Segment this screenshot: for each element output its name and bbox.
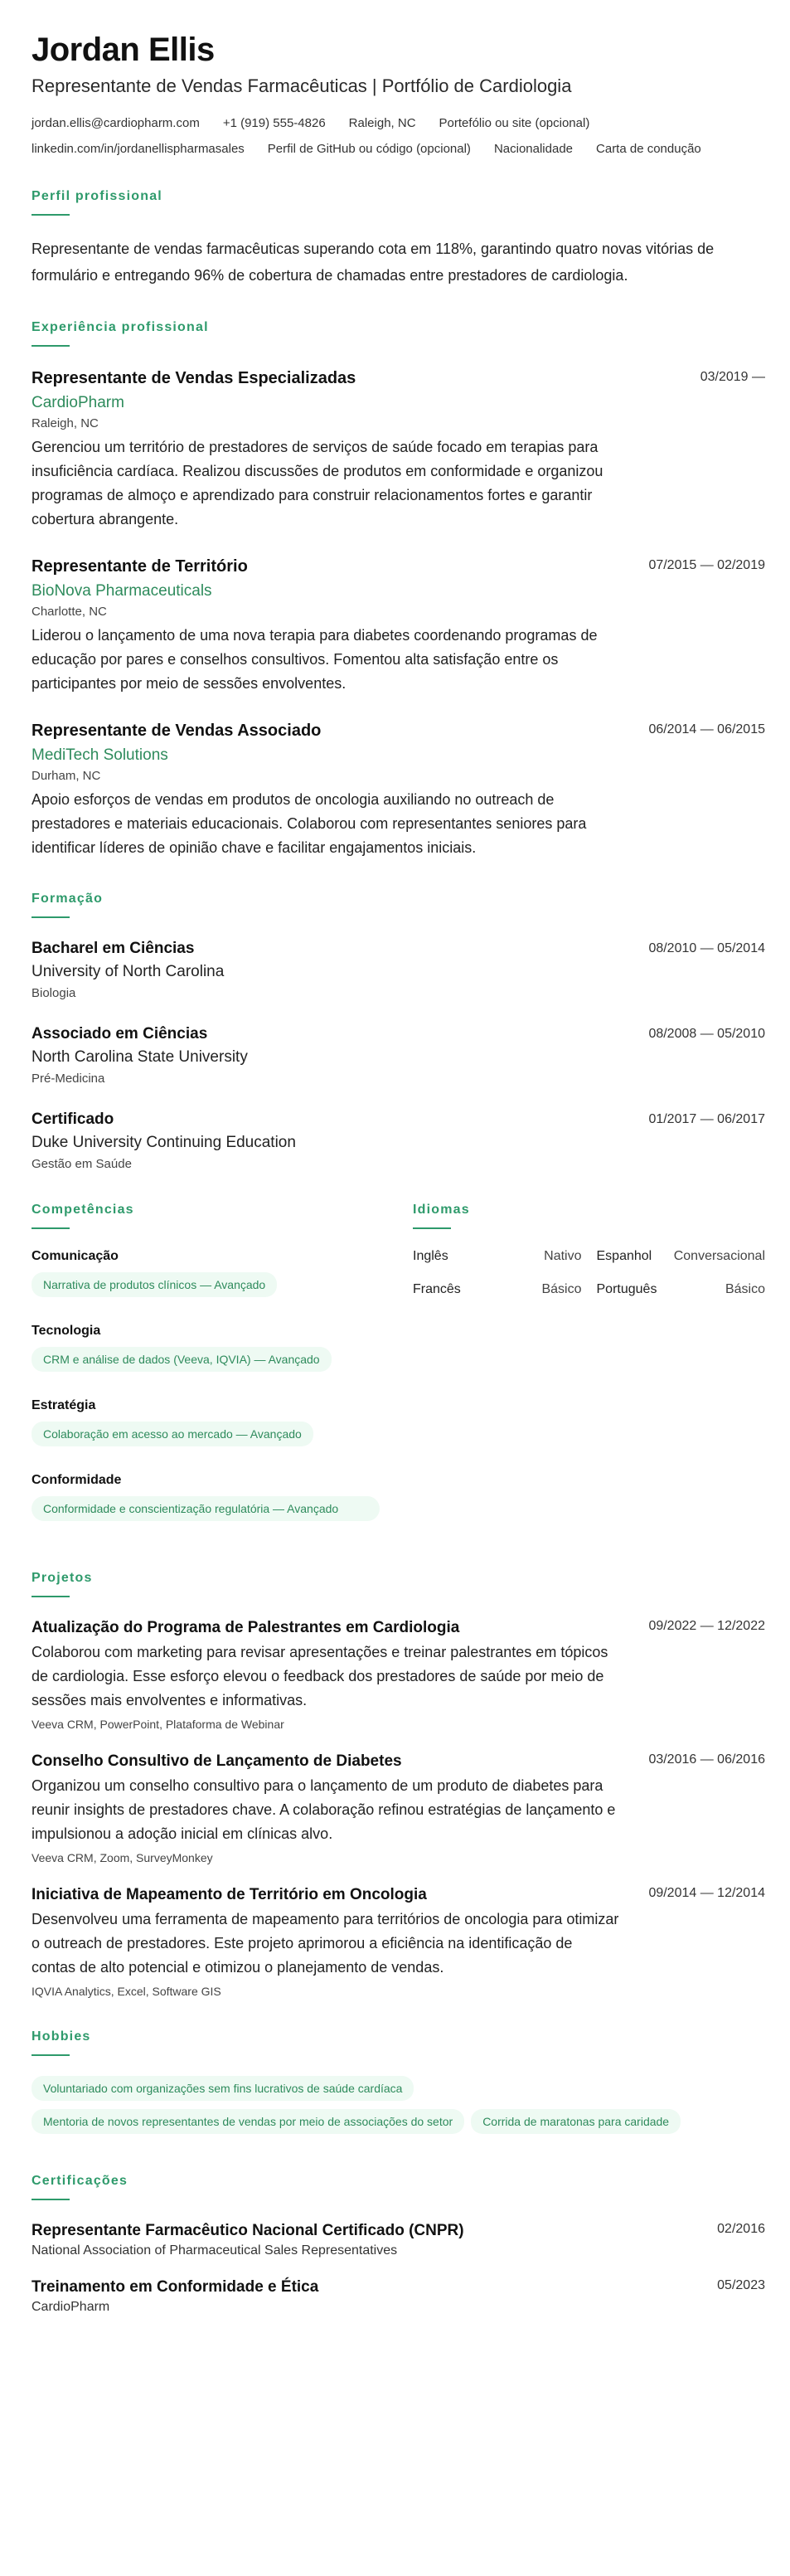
contact-portfolio[interactable]: Portefólio ou site (opcional)	[439, 116, 590, 130]
contact-location: Raleigh, NC	[348, 116, 416, 130]
institution-name: University of North Carolina	[32, 963, 225, 980]
project-description: Desenvolveu uma ferramenta de mapeamento para territórios de oncologia para otimizar o outreach de prestadores. Este projeto aprimorou a eficiência na identificação de contas de alto potencial e otimizou o planejamento de vendas.	[32, 1911, 619, 1976]
education-date: 08/2008 — 05/2010	[648, 1027, 765, 1041]
certification-date: 05/2023	[717, 2278, 765, 2292]
job-description: Gerenciou um território de prestadores de serviços de saúde focado em terapias para insuficiência cardíaca. Realizou discussões de produtos em conformidade e organizou programas de almoço e aprendizado para construir relacionamentos fortes e garantir cobertura abrangente.	[32, 439, 603, 527]
skill-pill: CRM e análise de dados (Veeva, IQVIA) — Avançado	[32, 1347, 332, 1372]
project-description: Organizou um conselho consultivo para o lançamento de um produto de diabetes para reunir insights de prestadores chave. A colaboração refinou estratégias de lançamento e impulsionou a adoção inicial em clínicas alvo.	[32, 1777, 616, 1842]
job-location: Raleigh, NC	[32, 416, 99, 430]
language-name: Português	[596, 1282, 657, 1296]
certification-name: Treinamento em Conformidade e Ética	[32, 2278, 319, 2296]
skill-pill: Narrativa de produtos clínicos — Avançado	[32, 1272, 277, 1297]
language-level: Básico	[541, 1282, 582, 1296]
certification-name: Representante Farmacêutico Nacional Certificado (CNPR)	[32, 2222, 464, 2239]
job-description: Apoio esforços de vendas em produtos de oncologia auxiliando no outreach de prestadores e materiais educacionais. Colaborou com representantes seniores para identificar líderes de opinião chave e facilitar engajamentos iniciais.	[32, 791, 587, 856]
language-item	[413, 1282, 582, 1297]
section-divider	[32, 345, 70, 347]
hobby-pill: Voluntariado com organizações sem fins lucrativos de saúde cardíaca	[32, 2076, 414, 2101]
project-tools: Veeva CRM, Zoom, SurveyMonkey	[32, 1851, 213, 1864]
hobby-pill: Mentoria de novos representantes de vendas por meio de associações do setor	[32, 2109, 464, 2134]
project-date: 03/2016 — 06/2016	[648, 1752, 765, 1767]
project-date: 09/2022 — 12/2022	[648, 1619, 765, 1633]
skills-section	[32, 1203, 380, 1539]
field-of-study: Gestão em Saúde	[32, 1157, 132, 1171]
institution-name: Duke University Continuing Education	[32, 1134, 296, 1151]
experience-section	[32, 320, 765, 860]
skill-group-name: Comunicação	[32, 1249, 119, 1263]
job-title: Representante de Vendas Especializadas	[32, 369, 356, 387]
institution-name: North Carolina State University	[32, 1048, 248, 1066]
contact-nationality: Nacionalidade	[493, 142, 574, 156]
skill-group	[32, 1324, 380, 1380]
skill-group	[32, 1249, 380, 1305]
candidate-name: Jordan Ellis	[32, 32, 215, 68]
project-name: Atualização do Programa de Palestrantes em Cardiologia	[32, 1619, 460, 1636]
project-entry	[32, 1617, 765, 1731]
section-divider	[32, 2199, 70, 2200]
contact-email[interactable]: jordan.ellis@cardiopharm.com	[32, 116, 200, 130]
contact-phone[interactable]: +1 (919) 555-4826	[222, 116, 326, 130]
language-item	[597, 1282, 766, 1297]
candidate-headline: Representante de Vendas Farmacêuticas | Portfólio de Cardiologia	[32, 75, 572, 96]
skill-group-name: Conformidade	[32, 1473, 122, 1487]
certification-date: 02/2016	[717, 2222, 765, 2236]
project-entry	[32, 1751, 765, 1864]
job-company: CardioPharm	[32, 394, 124, 411]
degree-title: Bacharel em Ciências	[32, 940, 195, 957]
section-divider	[32, 214, 70, 216]
education-entry	[32, 938, 765, 1000]
section-title: Hobbies	[32, 2029, 91, 2044]
section-title: Projetos	[32, 1571, 93, 1585]
job-title: Representante de Território	[32, 557, 248, 576]
section-divider	[32, 2054, 70, 2056]
section-divider	[413, 1227, 451, 1229]
skill-group-name: Estratégia	[32, 1398, 96, 1412]
project-name: Iniciativa de Mapeamento de Território em Oncologia	[32, 1886, 427, 1903]
skills-languages-row	[32, 1203, 765, 1539]
certification-issuer: National Association of Pharmaceutical Sales Representatives	[32, 2243, 398, 2258]
project-description: Colaborou com marketing para revisar apresentações e treinar palestrantes em tópicos de cardiologia. Esse esforço elevou o feedback dos prestadores de saúde por meio de sessões mais envolventes e informativas.	[32, 1644, 608, 1708]
skill-pill: Colaboração em acesso ao mercado — Avançado	[32, 1422, 313, 1446]
project-date: 09/2014 — 12/2014	[648, 1886, 765, 1900]
job-company: BioNova Pharmaceuticals	[32, 582, 212, 600]
skill-group	[32, 1473, 380, 1521]
hobby-pill: Corrida de maratonas para caridade	[471, 2109, 681, 2134]
section-divider	[32, 1227, 70, 1229]
contact-list	[32, 116, 744, 156]
section-title: Competências	[32, 1203, 134, 1217]
project-entry	[32, 1884, 765, 1998]
skill-group-name: Tecnologia	[32, 1324, 101, 1338]
education-section	[32, 892, 765, 1171]
languages-section	[413, 1203, 765, 1539]
job-title: Representante de Vendas Associado	[32, 722, 322, 740]
education-date: 01/2017 — 06/2017	[648, 1112, 765, 1126]
field-of-study: Pré-Medicina	[32, 1072, 105, 1086]
job-date: 07/2015 — 02/2019	[648, 558, 765, 572]
language-level: Nativo	[544, 1249, 582, 1263]
job-location: Charlotte, NC	[32, 605, 107, 619]
project-tools: IQVIA Analytics, Excel, Software GIS	[32, 1985, 221, 1998]
skill-group	[32, 1398, 380, 1455]
job-location: Durham, NC	[32, 769, 101, 783]
certification-entry	[32, 2277, 765, 2315]
degree-title: Certificado	[32, 1111, 114, 1128]
language-list	[413, 1249, 765, 1297]
resume-header	[32, 30, 765, 156]
project-tools: Veeva CRM, PowerPoint, Plataforma de Webinar	[32, 1718, 284, 1731]
hobbies-section	[32, 2029, 765, 2142]
job-description: Liderou o lançamento de uma nova terapia para diabetes coordenando programas de educação por pares e conselhos consultivos. Fomentou alta satisfação entre os participantes por meio de sessões envolventes.	[32, 627, 598, 692]
section-divider	[32, 1596, 70, 1597]
certifications-section	[32, 2174, 765, 2315]
section-title: Experiência profissional	[32, 320, 209, 334]
contact-github[interactable]: Perfil de GitHub ou código (opcional)	[267, 142, 471, 156]
education-date: 08/2010 — 05/2014	[648, 941, 765, 955]
experience-entry	[32, 367, 765, 532]
projects-section	[32, 1571, 765, 1998]
summary-section	[32, 189, 765, 289]
section-divider	[32, 916, 70, 918]
language-name: Espanhol	[596, 1249, 652, 1263]
degree-title: Associado em Ciências	[32, 1025, 208, 1043]
project-name: Conselho Consultivo de Lançamento de Diabetes	[32, 1752, 402, 1770]
language-level: Básico	[725, 1282, 765, 1296]
certification-entry	[32, 2220, 765, 2258]
language-name: Francês	[413, 1282, 461, 1296]
language-name: Inglês	[413, 1249, 448, 1263]
field-of-study: Biologia	[32, 986, 76, 1000]
section-title: Certificações	[32, 2174, 128, 2188]
summary-text: Representante de vendas farmacêuticas superando cota em 118%, garantindo quatro novas vitórias de formulário e entregando 96% de cobertura de chamadas entre prestadores de cardiologia.	[32, 241, 715, 284]
experience-entry	[32, 719, 765, 860]
education-entry	[32, 1023, 765, 1086]
language-item	[597, 1249, 766, 1264]
job-date: 03/2019 —	[700, 370, 765, 384]
job-date: 06/2014 — 06/2015	[648, 722, 765, 736]
section-title: Formação	[32, 892, 104, 906]
contact-driving-license: Carta de condução	[596, 142, 701, 156]
section-title: Idiomas	[413, 1203, 470, 1217]
job-company: MediTech Solutions	[32, 746, 168, 764]
section-title: Perfil profissional	[32, 189, 162, 203]
language-item	[413, 1249, 582, 1264]
skill-pill: Conformidade e conscientização regulatória — Avançado	[32, 1496, 380, 1521]
contact-linkedin[interactable]: linkedin.com/in/jordanellispharmasales	[32, 142, 245, 156]
hobby-list	[32, 2076, 765, 2142]
language-level: Conversacional	[673, 1249, 765, 1263]
education-entry	[32, 1109, 765, 1171]
experience-entry	[32, 555, 765, 696]
certification-issuer: CardioPharm	[32, 2300, 110, 2314]
